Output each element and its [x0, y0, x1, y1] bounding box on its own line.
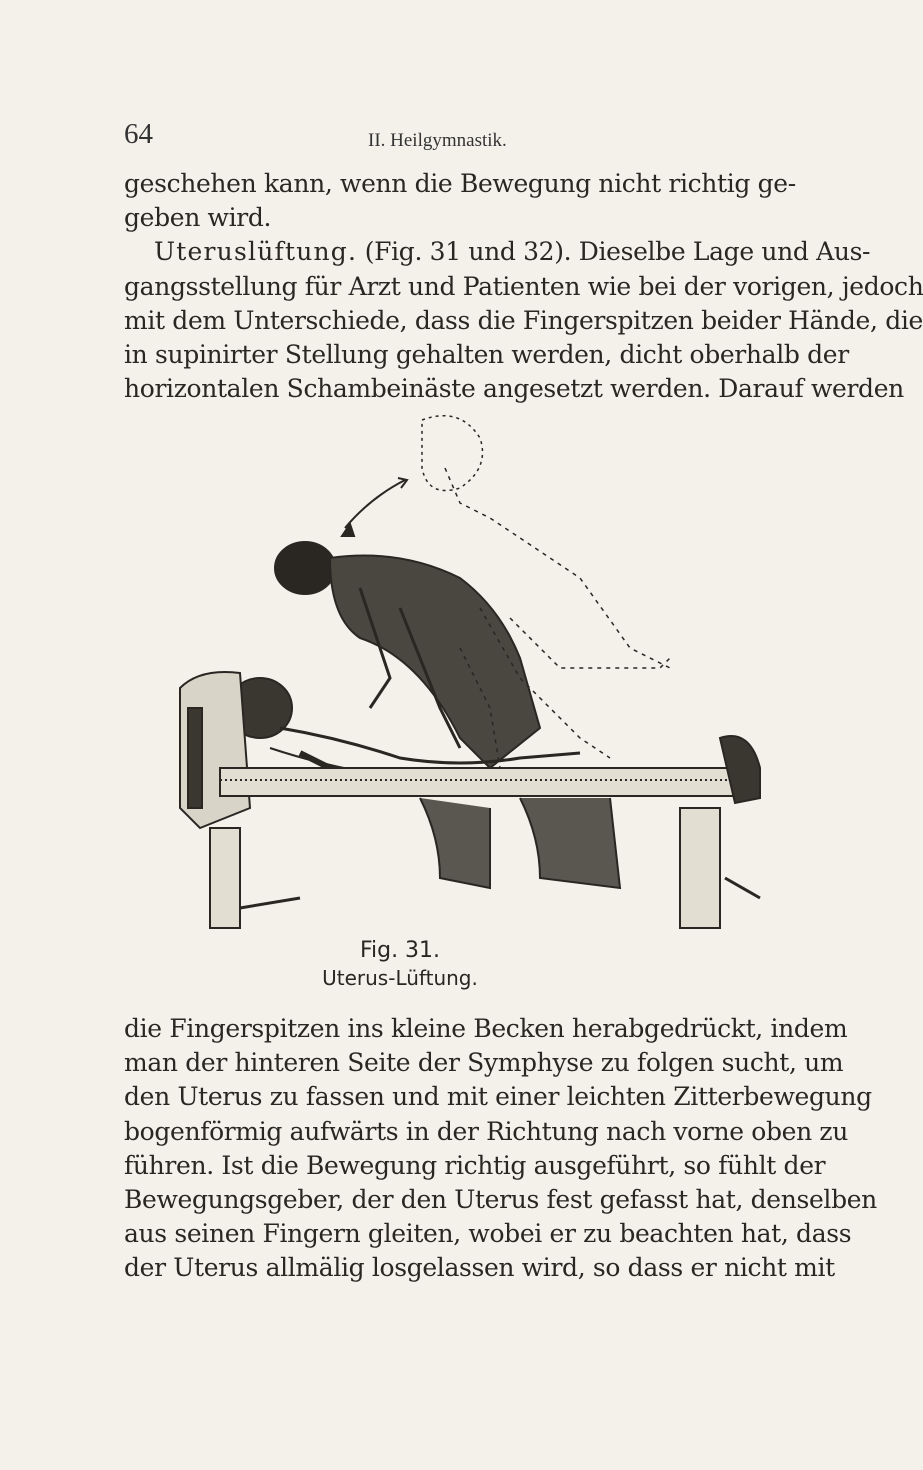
figure-caption: Uterus-Lüftung.	[322, 966, 478, 990]
text-line: in supinirter Stellung gehalten werden, dicht oberhalb der	[124, 340, 849, 370]
text-block-top	[124, 167, 923, 406]
text-line: mit dem Unterschiede, dass die Fingerspitzen beider Hände, die	[124, 305, 923, 335]
text-line: gangsstellung für Arzt und Patienten wie bei der vorigen, jedoch	[124, 271, 923, 301]
text-line: geschehen kann, wenn die Bewegung nicht richtig ge-	[124, 169, 796, 198]
section-term: Uteruslüftung.	[154, 237, 358, 267]
text-line: führen. Ist die Bewegung richtig ausgeführt, so fühlt der	[124, 1150, 826, 1180]
figure-label: Fig. 31.	[359, 938, 441, 963]
text-line: die Fingerspitzen ins kleine Becken herabgedrückt, indem	[124, 1014, 848, 1043]
text-line: der Uterus allmälig losgelassen wird, so dass er nicht mit	[124, 1253, 835, 1283]
text-line	[124, 235, 871, 269]
text-fragment: (Fig. 31 und 32). Dieselbe Lage und Aus-	[364, 237, 871, 267]
page-header	[124, 118, 684, 158]
text-line: aus seinen Fingern gleiten, wobei er zu beachten hat, dass	[124, 1219, 852, 1249]
doctor-figure	[275, 416, 670, 768]
text-line: geben wird.	[124, 203, 272, 233]
running-head: II. Heilgymnastik.	[368, 130, 507, 151]
text-line: Bewegungsgeber, der den Uterus fest gefasst hat, denselben	[124, 1185, 877, 1215]
text-block-bottom	[124, 1012, 877, 1286]
page-number: 64	[124, 118, 153, 150]
text-line: bogenförmig aufwärts in der Richtung nach vorne oben zu	[124, 1116, 848, 1146]
figure-illustration	[160, 408, 770, 948]
text-line: man der hinteren Seite der Symphyse zu folgen sucht, um	[124, 1048, 844, 1078]
text-line: den Uterus zu fassen und mit einer leichten Zitterbewegung	[124, 1082, 872, 1112]
text-line: horizontalen Schambeinäste angesetzt werden. Darauf werden	[124, 374, 904, 404]
